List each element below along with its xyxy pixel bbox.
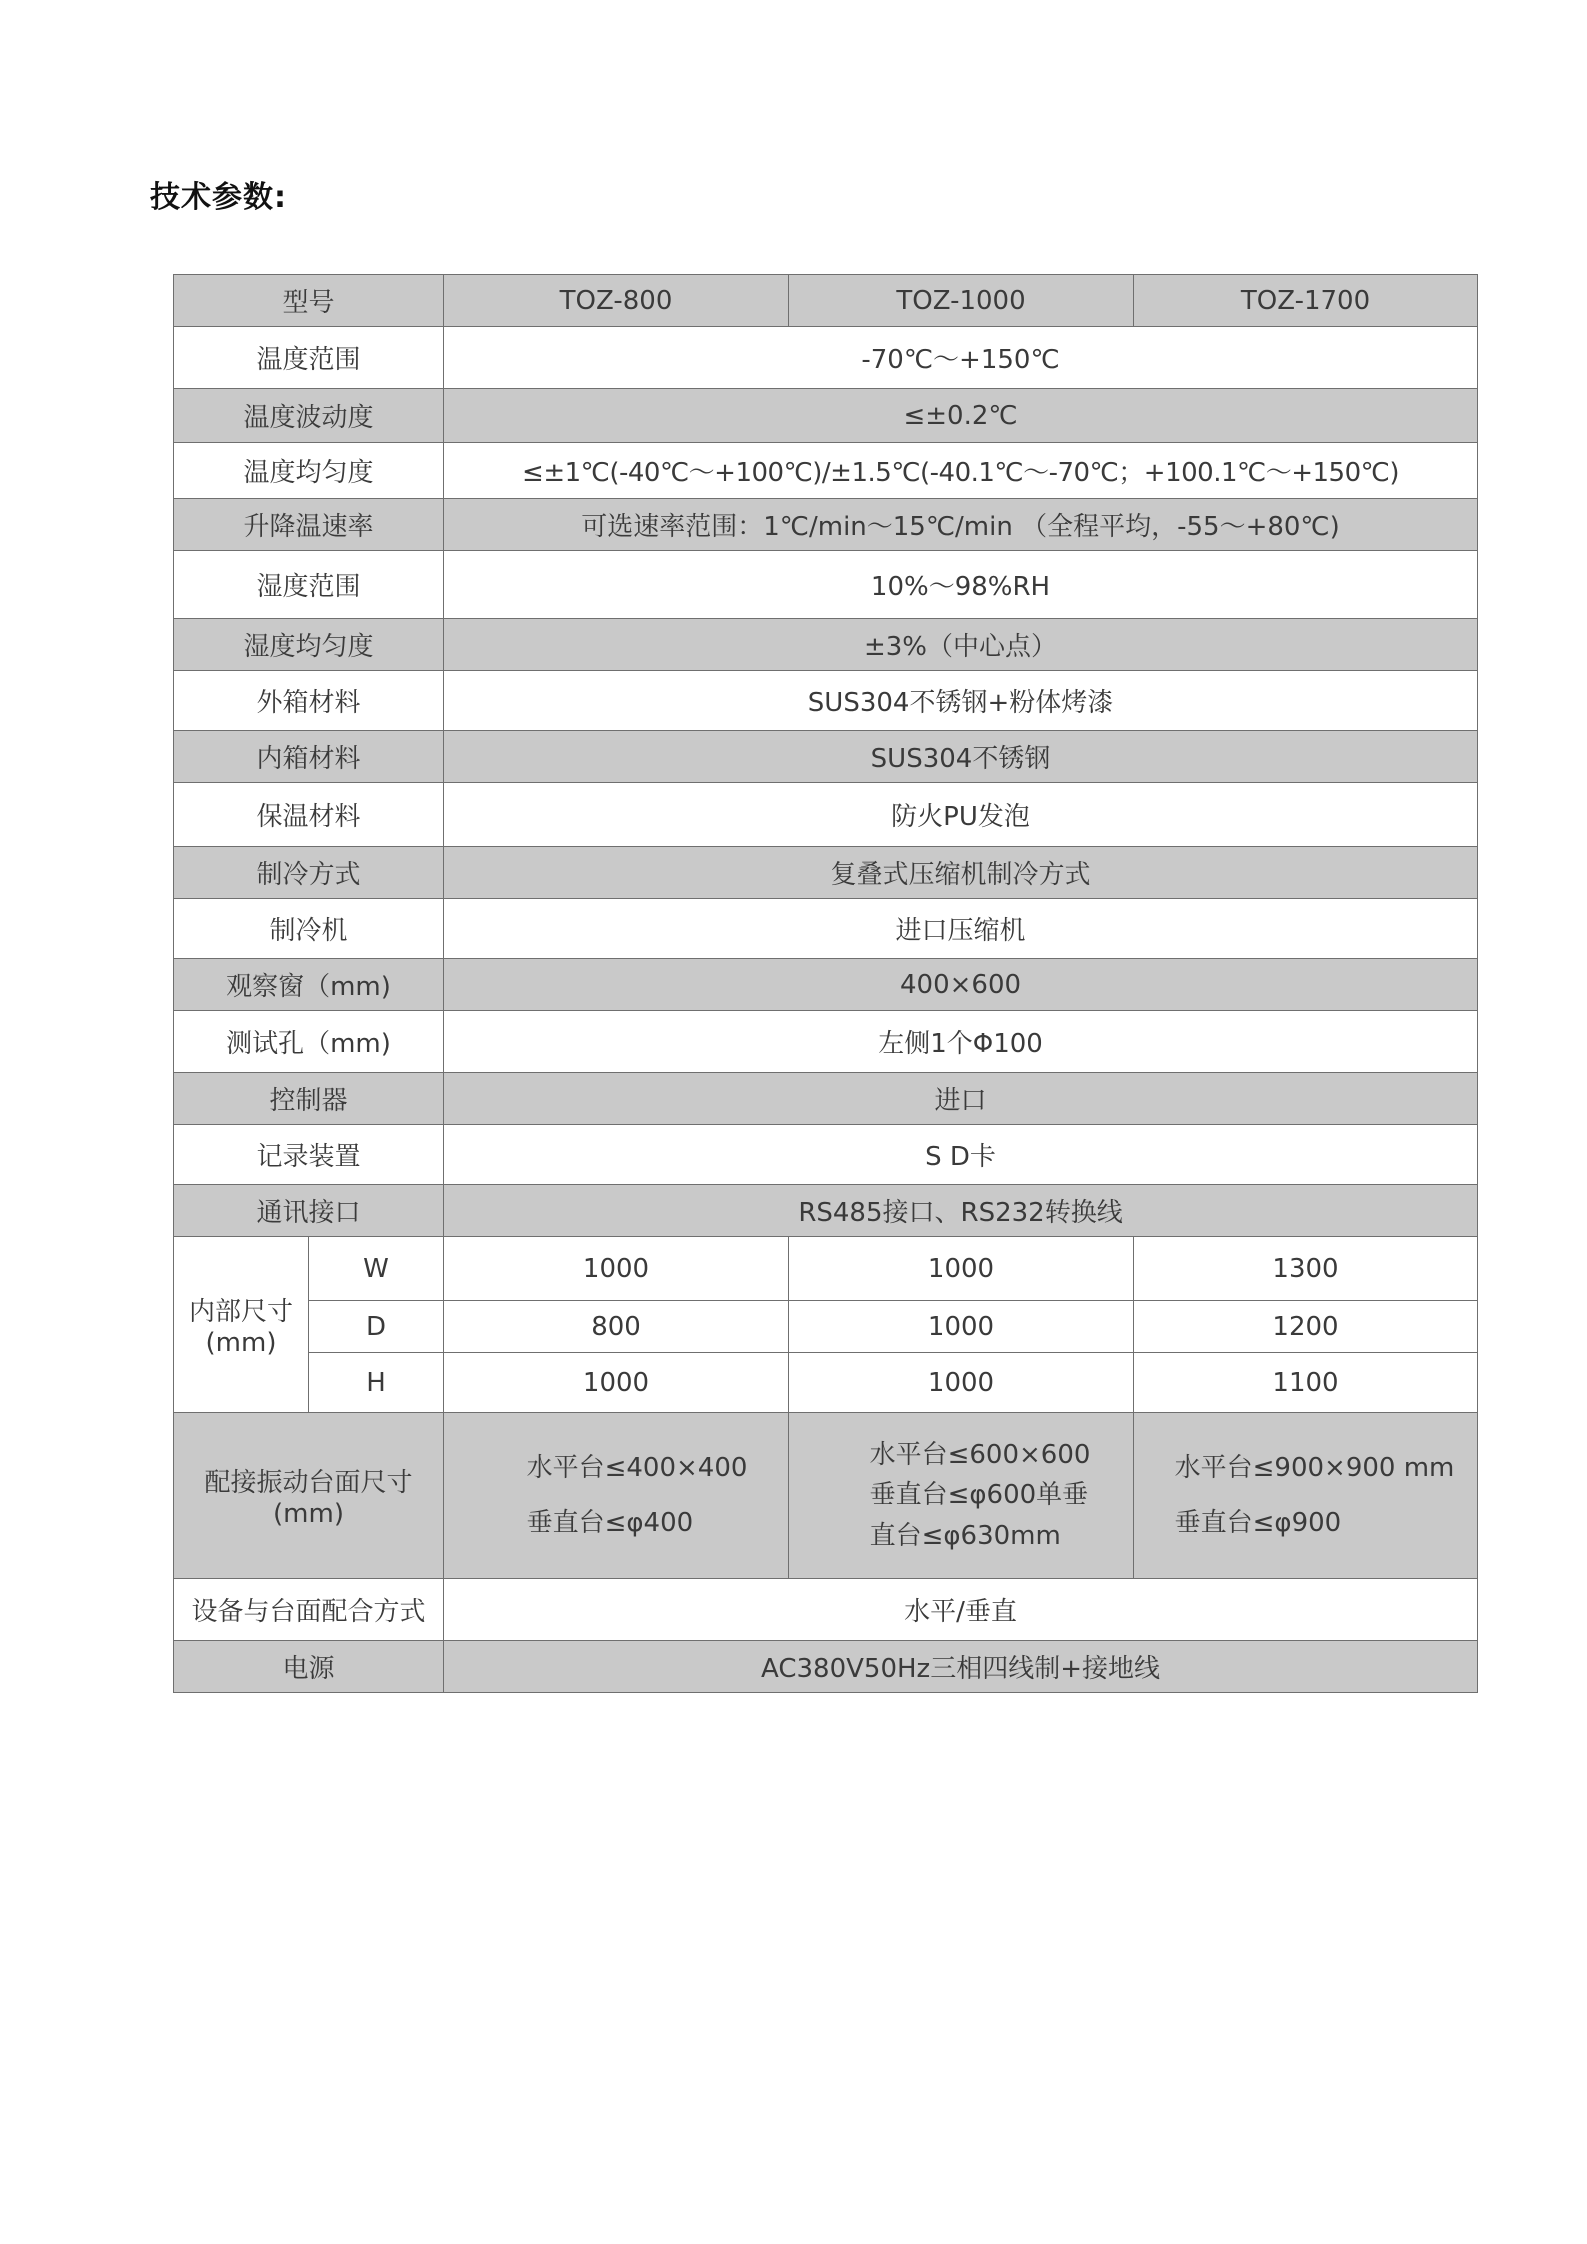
spec-label: 外箱材料 [174, 671, 444, 731]
vibration-row [174, 1413, 1478, 1579]
dims-value: 1000 [789, 1237, 1134, 1301]
dims-row [174, 1237, 1478, 1301]
spec-row [174, 731, 1478, 783]
vibration-line: 水平台≤600×600 [869, 1440, 1091, 1471]
dims-axis: W [309, 1237, 444, 1301]
spec-value: 复叠式压缩机制冷方式 [444, 847, 1478, 899]
spec-value: 水平/垂直 [444, 1579, 1478, 1641]
spec-label: 电源 [174, 1641, 444, 1693]
spec-value: 400×600 [444, 959, 1478, 1011]
dims-value: 1000 [444, 1353, 789, 1413]
dims-label: 内部尺寸(mm) [174, 1237, 309, 1413]
spec-label: 湿度范围 [174, 551, 444, 619]
spec-label: 通讯接口 [174, 1185, 444, 1237]
vibration-cell [789, 1413, 1134, 1579]
spec-value: 进口压缩机 [444, 899, 1478, 959]
spec-row [174, 1125, 1478, 1185]
vibration-label: 配接振动台面尺寸(mm) [174, 1413, 444, 1579]
spec-label: 制冷方式 [174, 847, 444, 899]
spec-row [174, 959, 1478, 1011]
spec-label: 测试孔（mm) [174, 1011, 444, 1073]
spec-value: -70℃～+150℃ [444, 327, 1478, 389]
spec-value: RS485接口、RS232转换线 [444, 1185, 1478, 1237]
dims-value: 1200 [1134, 1301, 1478, 1353]
spec-row [174, 783, 1478, 847]
spec-row [174, 1641, 1478, 1693]
spec-value: 左侧1个Φ100 [444, 1011, 1478, 1073]
vibration-line: 垂直台≤φ600单垂 [869, 1480, 1089, 1511]
spec-label: 记录装置 [174, 1125, 444, 1185]
spec-value: 防火PU发泡 [444, 783, 1478, 847]
spec-row [174, 1579, 1478, 1641]
spec-label: 湿度均匀度 [174, 619, 444, 671]
dims-axis: H [309, 1353, 444, 1413]
model-name: TOZ-1000 [789, 275, 1134, 327]
spec-row [174, 1185, 1478, 1237]
spec-row [174, 1011, 1478, 1073]
dims-value: 1000 [444, 1237, 789, 1301]
spec-row [174, 619, 1478, 671]
spec-value: ≤±0.2℃ [444, 389, 1478, 443]
dims-value: 1000 [789, 1301, 1134, 1353]
spec-row [174, 899, 1478, 959]
vibration-line: 直台≤φ630mm [869, 1520, 1061, 1551]
spec-value: ≤±1℃(-40℃～+100℃)/±1.5℃(-40.1℃～-70℃；+100.1℃～+150℃) [444, 443, 1478, 499]
dims-value: 1000 [789, 1353, 1134, 1413]
dims-value: 1300 [1134, 1237, 1478, 1301]
vibration-cell [1134, 1413, 1478, 1579]
spec-value: 10%～98%RH [444, 551, 1478, 619]
spec-label: 设备与台面配合方式 [174, 1579, 444, 1641]
spec-label: 温度均匀度 [174, 443, 444, 499]
page-heading: 技术参数: [150, 180, 287, 215]
model-header-label: 型号 [174, 275, 444, 327]
spec-value: ±3%（中心点） [444, 619, 1478, 671]
spec-row [174, 847, 1478, 899]
spec-value: SUS304不锈钢 [444, 731, 1478, 783]
spec-row [174, 1073, 1478, 1125]
dims-row [174, 1353, 1478, 1413]
vibration-line: 垂直台≤φ900 [1174, 1507, 1342, 1538]
spec-value: AC380V50Hz三相四线制+接地线 [444, 1641, 1478, 1693]
spec-label: 观察窗（mm) [174, 959, 444, 1011]
spec-label: 控制器 [174, 1073, 444, 1125]
model-header-row [174, 275, 1478, 327]
spec-label: 温度范围 [174, 327, 444, 389]
vibration-cell [444, 1413, 789, 1579]
spec-row [174, 443, 1478, 499]
spec-value: 进口 [444, 1073, 1478, 1125]
dims-value: 800 [444, 1301, 789, 1353]
model-name: TOZ-1700 [1134, 275, 1478, 327]
spec-row [174, 389, 1478, 443]
model-name: TOZ-800 [444, 275, 789, 327]
dims-axis: D [309, 1301, 444, 1353]
spec-table [173, 274, 1478, 1693]
vibration-line: 水平台≤900×900 mm [1174, 1453, 1455, 1484]
vibration-line: 水平台≤400×400 [526, 1453, 748, 1484]
spec-label: 保温材料 [174, 783, 444, 847]
spec-row [174, 551, 1478, 619]
spec-row [174, 671, 1478, 731]
spec-value: S D卡 [444, 1125, 1478, 1185]
spec-label: 制冷机 [174, 899, 444, 959]
spec-label: 内箱材料 [174, 731, 444, 783]
vibration-line: 垂直台≤φ400 [526, 1507, 694, 1538]
spec-value: 可选速率范围：1℃/min～15℃/min （全程平均，-55～+80℃) [444, 499, 1478, 551]
spec-value: SUS304不锈钢+粉体烤漆 [444, 671, 1478, 731]
spec-row [174, 499, 1478, 551]
spec-row [174, 327, 1478, 389]
spec-label: 温度波动度 [174, 389, 444, 443]
spec-label: 升降温速率 [174, 499, 444, 551]
dims-value: 1100 [1134, 1353, 1478, 1413]
dims-row [174, 1301, 1478, 1353]
